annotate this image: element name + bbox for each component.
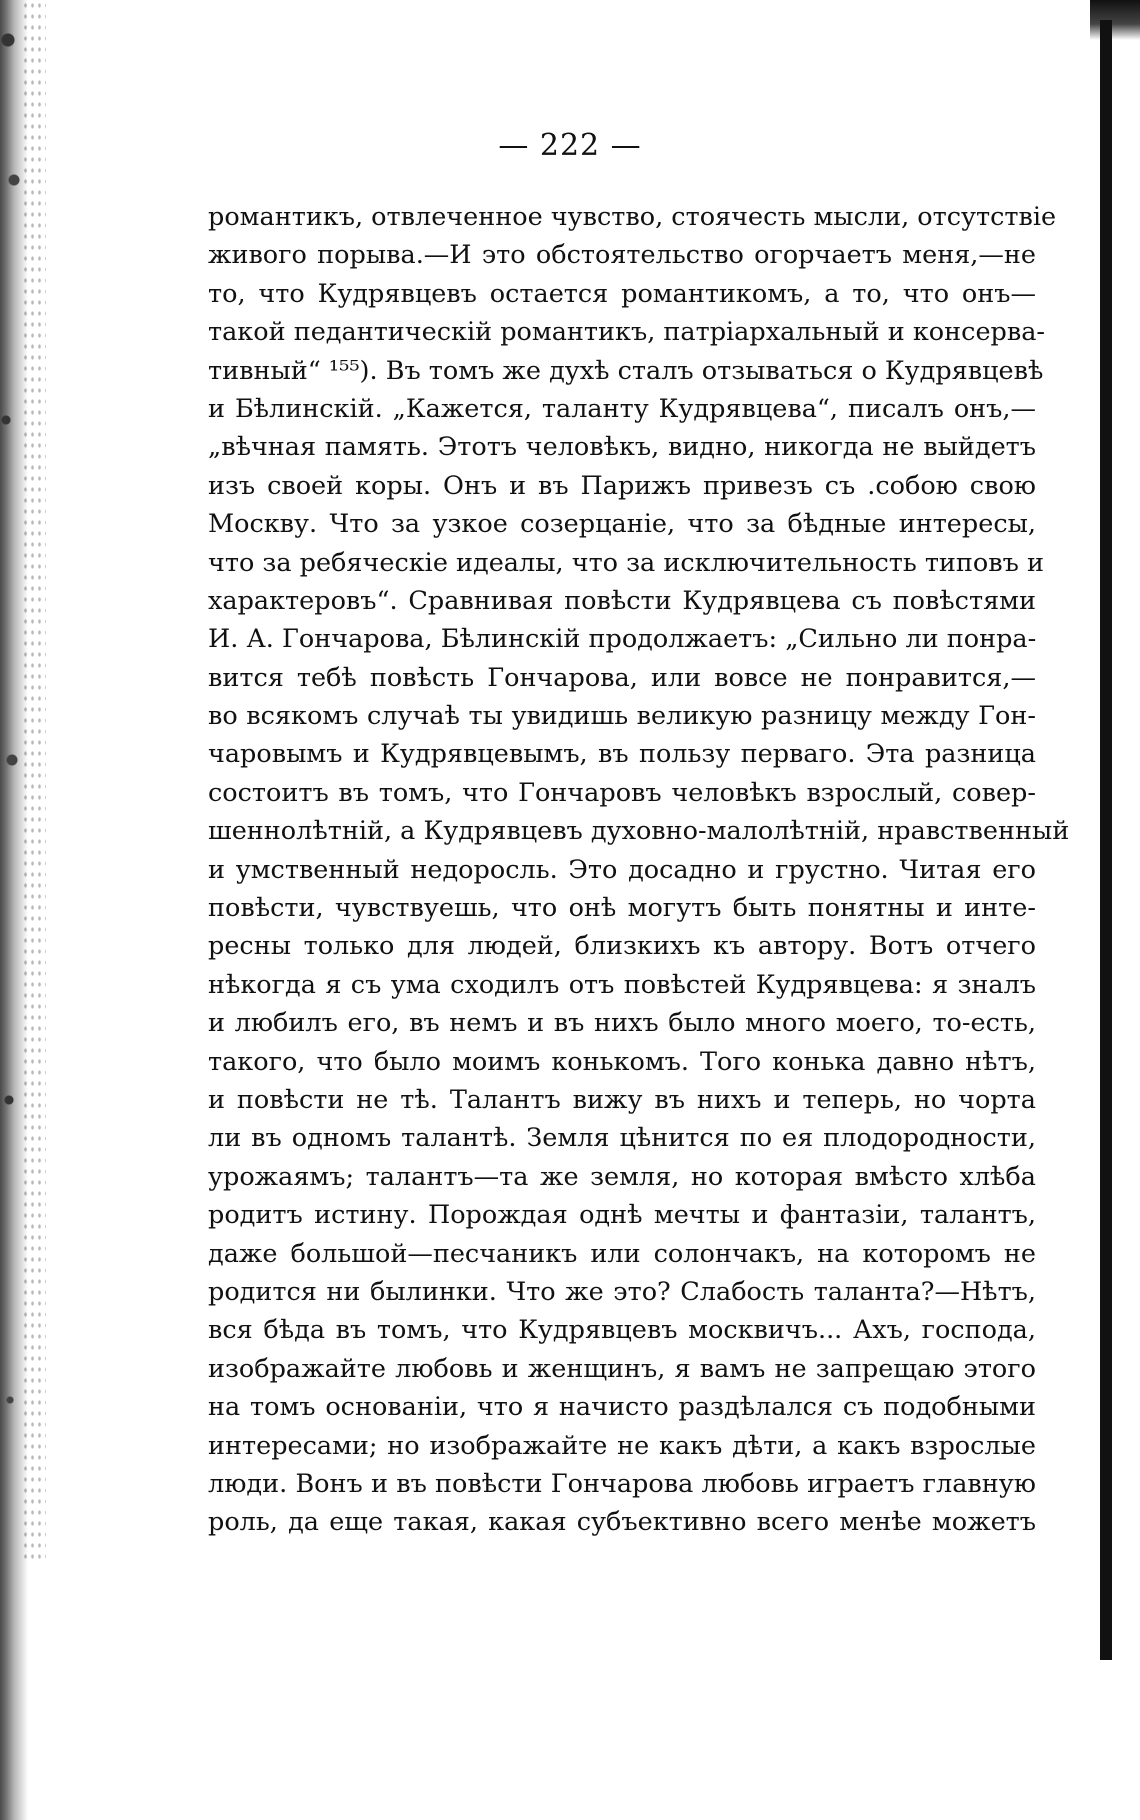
text-line: урожаямъ; талантъ—та же земля, но которая вмѣсто хлѣба xyxy=(208,1161,1036,1192)
text-line: шеннолѣтній, а Кудрявцевъ духовно-малолѣтній, нравственный xyxy=(208,816,1070,847)
text-line: интересами; но изображайте не какъ дѣти, а какъ взрослые xyxy=(208,1430,1036,1461)
text-line: характеровъ“. Сравнивая повѣсти Кудрявцева съ повѣстями xyxy=(208,585,1036,616)
text-line: романтикъ, отвлеченное чувство, стоячесть мысли, отсутствіе xyxy=(208,202,1057,232)
text-line: даже большой—песчаникъ или солончакъ, на которомъ не xyxy=(208,1238,1036,1269)
text-line: вся бѣда въ томъ, что Кудрявцевъ москвичъ... Ахъ, господа, xyxy=(208,1315,1036,1346)
text-line: роль, да еще такая, какая субъективно всего менѣе можетъ xyxy=(208,1507,1036,1538)
text-line: ресны только для людей, близкихъ къ автору. Вотъ отчего xyxy=(208,931,1036,962)
text-line: что за ребяческіе идеалы, что за исключительность типовъ и xyxy=(208,547,1044,578)
text-line: вится тебѣ повѣсть Гончарова, или вовсе не понравится,— xyxy=(208,662,1036,693)
text-line: состоитъ въ томъ, что Гончаровъ человѣкъ взрослый, совер- xyxy=(208,777,1036,808)
text-line: такой педантическій романтикъ, патріархальный и консерва- xyxy=(208,317,1046,348)
text-line: и умственный недоросль. Это досадно и грустно. Читая его xyxy=(208,854,1036,885)
text-line: И. А. Гончарова, Бѣлинскій продолжаетъ: „Сильно ли понра- xyxy=(208,624,1037,655)
text-line: такого, что было моимъ конькомъ. Того конька давно нѣтъ, xyxy=(208,1046,1036,1077)
text-line: во всякомъ случаѣ ты увидишь великую разницу между Гон- xyxy=(208,701,1036,732)
text-line: родитъ истину. Порождая однѣ мечты и фантазіи, талантъ, xyxy=(208,1200,1036,1231)
page-number: — 222 — xyxy=(498,128,642,163)
text-line: изображайте любовь и женщинъ, я вамъ не запрещаю этого xyxy=(208,1353,1036,1384)
scan-speckle xyxy=(22,0,46,1560)
text-line: живого порыва.—И это обстоятельство огорчаетъ меня,—не xyxy=(208,240,1036,271)
text-line: люди. Вонъ и въ повѣсти Гончарова любовь играетъ главную xyxy=(208,1468,1036,1499)
scan-edge-right xyxy=(1100,20,1112,1660)
text-line: ли въ одномъ талантѣ. Земля цѣнится по ея плодородности, xyxy=(208,1123,1036,1154)
text-line: „вѣчная память. Этотъ человѣкъ, видно, никогда не выйдетъ xyxy=(208,432,1036,463)
text-line: нѣкогда я съ ума сходилъ отъ повѣстей Кудрявцева: я зналъ xyxy=(208,969,1036,1000)
text-line: изъ своей коры. Онъ и въ Парижъ привезъ съ .собою свою xyxy=(208,470,1036,501)
body-text xyxy=(208,198,1070,1542)
text-line: и любилъ его, въ немъ и въ нихъ было много моего, то-есть, xyxy=(208,1008,1036,1039)
text-line: и Бѣлинскій. „Кажется, таланту Кудрявцева“, писалъ онъ,— xyxy=(208,393,1036,424)
text-line: то, что Кудрявцевъ остается романтикомъ, а то, что онъ— xyxy=(208,278,1036,309)
text-line: и повѣсти не тѣ. Талантъ вижу въ нихъ и теперь, но чорта xyxy=(208,1084,1036,1115)
text-line: на томъ основаніи, что я начисто раздѣлался съ подобными xyxy=(208,1392,1036,1423)
scan-edge-top-right xyxy=(1090,0,1140,40)
text-line: чаровымъ и Кудрявцевымъ, въ пользу перваго. Эта разница xyxy=(208,739,1036,770)
text-line: повѣсти, чувствуешь, что онѣ могутъ быть понятны и инте- xyxy=(208,893,1036,924)
text-line: родится ни былинки. Что же это? Слабость таланта?—Нѣтъ, xyxy=(208,1276,1036,1307)
text-line: тивный“ ¹⁵⁵). Въ томъ же духѣ сталъ отзываться о Кудрявцевѣ xyxy=(208,355,1044,386)
text-line: Москву. Что за узкое созерцаніе, что за бѣдные интересы, xyxy=(208,509,1036,540)
